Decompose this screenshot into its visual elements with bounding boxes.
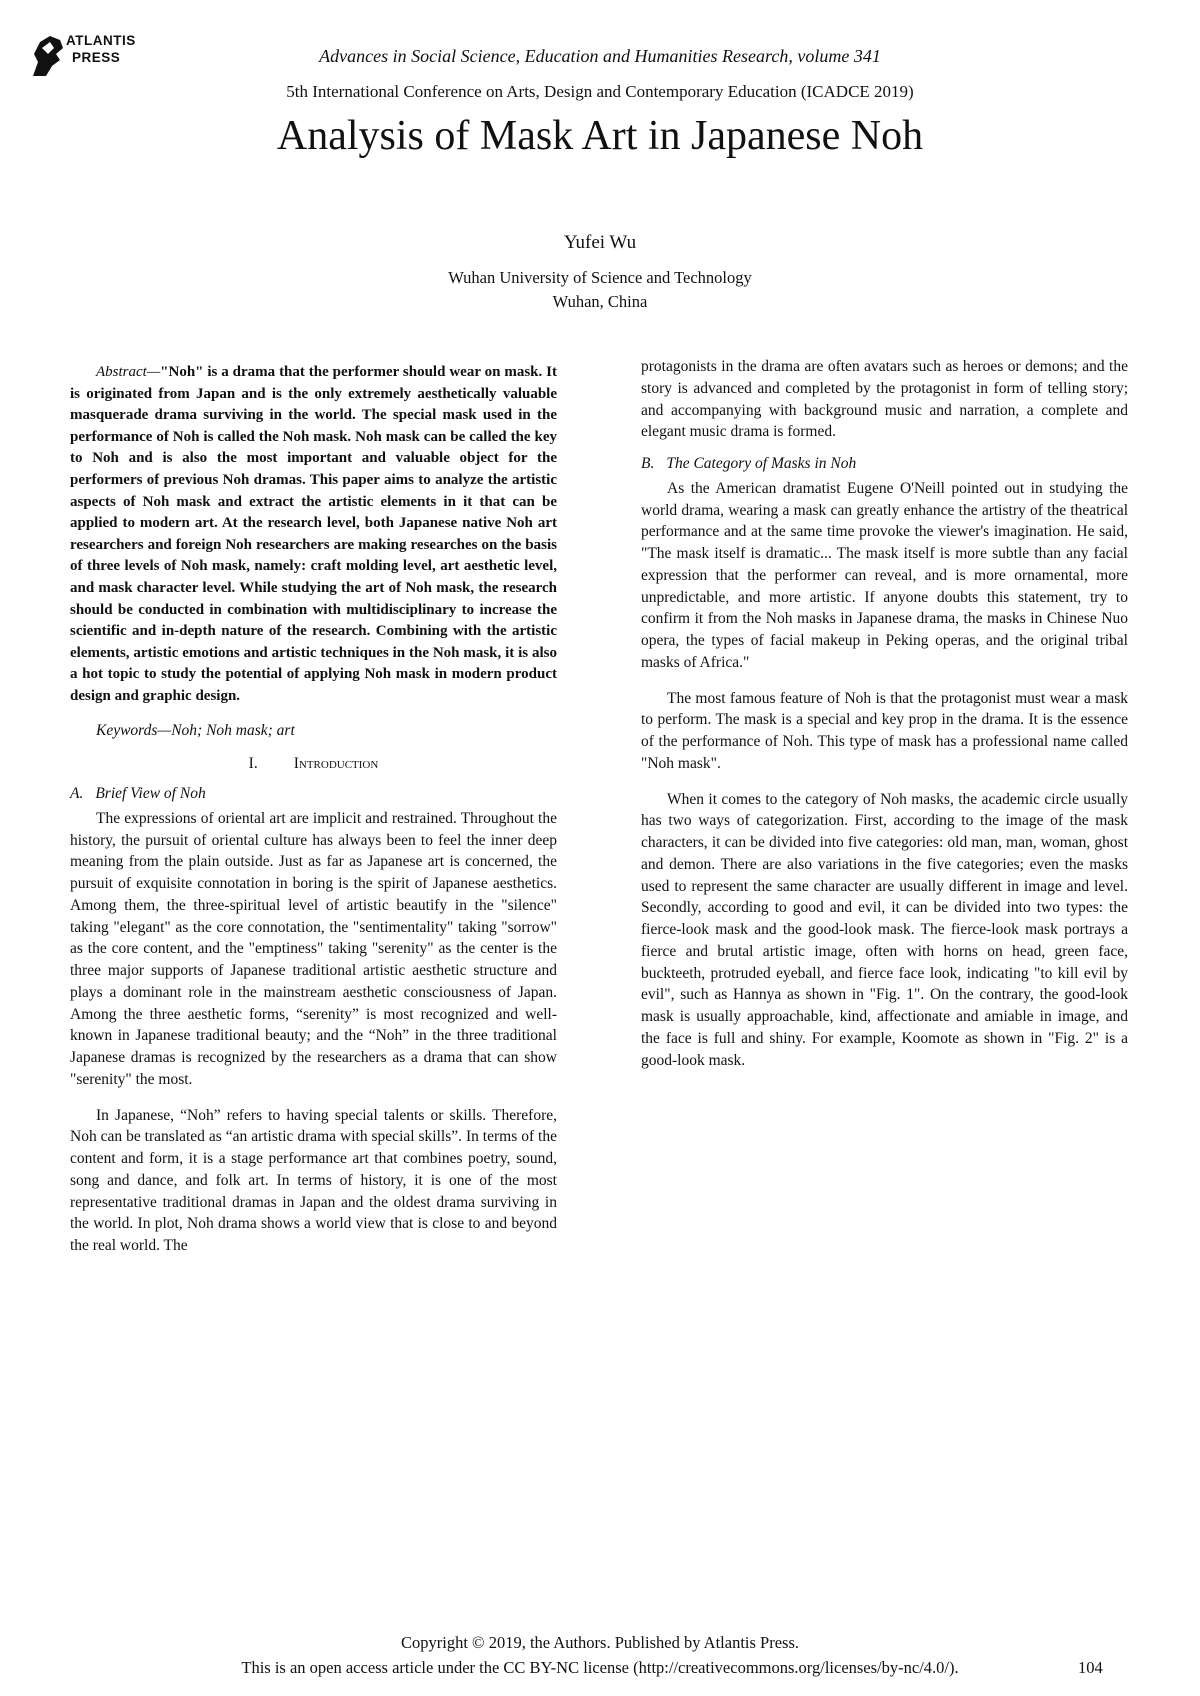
paragraph: The expressions of oriental art are implicit and restrained. Throughout the history, the pursuit of oriental culture has always been to feel the inner deep meaning from the plain outside. Just as far as Japanese art is concerned, the pursuit of exquisite connotation in boring is the spirit of Japanese aesthetics. Among them, the three-spiritual level of artistic beautify in the "silence" taking "elegant" as the core connotation, the "sentimentality" taking "sorrow" as the core content, and the "emptiness" taking "serenity" as the center is the three major supports of Japanese traditional artistic aesthetic structure and plays a dominant role in the mainstream aesthetic consciousness of Japan. Among the three aesthetic forms, “serenity” is most recognized and well-known in Japanese traditional beauty; and the “Noh” in the three traditional Japanese dramas is recognized by the researchers as a drama that can show "serenity" the most. — [70, 809, 557, 1088]
affiliation-line-1: Wuhan University of Science and Technology — [448, 268, 752, 287]
subsection-letter-a: A. — [70, 785, 84, 802]
subsection-title-b: The Category of Masks in Noh — [666, 455, 857, 472]
right-column — [641, 356, 1128, 1071]
logo-line-1: ATLANTIS — [66, 33, 136, 48]
subsection-heading-b — [641, 453, 1128, 475]
journal-title: Advances in Social Science, Education and Humanities Research, volume 341 — [319, 46, 881, 66]
conference-title: 5th International Conference on Arts, Design and Contemporary Education (ICADCE 2019) — [286, 82, 914, 101]
left-column — [70, 362, 557, 1257]
copyright-notice: Copyright © 2019, the Authors. Published by Atlantis Press. — [400, 1633, 799, 1652]
abstract — [70, 362, 557, 708]
license-notice: This is an open access article under the CC BY-NC license (http://creativecommons.org/licenses/by-nc/4.0/). — [241, 1658, 959, 1677]
abstract-lead: Abstract— — [96, 364, 161, 380]
subsection-letter-b: B. — [641, 455, 655, 472]
abstract-text: "Noh" is a drama that the performer should wear on mask. It is originated from Japan and is the only extremely aesthetically valuable masquerade drama surviving in the world. The special mask used in the performance of Noh is called the Noh mask. Noh mask can be called the key to Noh and is also the most important and valuable object for the performers of previous Noh dramas. This paper aims to analyze the artistic aspects of Noh mask and extract the artistic elements in it that can be applied to modern art. At the research level, both Japanese native Noh art researchers and foreign Noh researchers are making researches on the basis of three levels of Noh mask, namely: craft molding level, art aesthetic level, and mask character level. While studying the art of Noh mask, the research should be conducted in combination with multidisciplinary to increase the scientific and in-depth nature of the research. Combining with the artistic elements, artistic emotions and artistic techniques in the Noh mask, it is also a hot topic to study the potential of applying Noh mask in modern product design and graphic design. — [70, 364, 557, 704]
keywords: Keywords—Noh; Noh mask; art — [96, 721, 295, 739]
logo-line-2: PRESS — [72, 50, 121, 65]
paragraph: As the American dramatist Eugene O'Neill pointed out in studying the world drama, wearing a mask can greatly enhance the artistry of the theatrical performance and at the same time provoke the viewer's imagination. He said, "The mask itself is dramatic... The mask itself is more subtle than any facial expression that the performer can reveal, and is more ornamental, more unpredictable, and more artistic. If anyone doubts this statement, try to confirm it from the Noh masks in Japanese drama, the masks in Chinese Nuo opera, the types of facial makeup in Peking operas, and the original tribal masks of Africa." — [641, 479, 1128, 671]
author-name: Yufei Wu — [563, 232, 637, 253]
paragraph-continued: protagonists in the drama are often avatars such as heroes or demons; and the story is advanced and completed by the protagonist in form of telling story; and accompanying with background music and narration, a complete and elegant music drama is formed. — [641, 358, 1128, 441]
paragraph: In Japanese, “Noh” refers to having special talents or skills. Therefore, Noh can be translated as “an artistic drama with special skills”. In terms of the content and form, it is a stage performance art that combines poetry, sound, song and dance, and folk art. In terms of history, it is one of the most representative traditional dramas in Japan and the oldest drama surviving in the world. In plot, Noh drama shows a world view that is close to and beyond the real world. The — [70, 1106, 557, 1254]
affiliation-line-2: Wuhan, China — [552, 292, 648, 311]
section-heading — [70, 753, 557, 775]
paragraph: The most famous feature of Noh is that the protagonist must wear a mask to perform. The mask is a special and key prop in the drama. It is the essence of the performance of Noh. This type of mask has a professional name called "Noh mask". — [641, 689, 1128, 772]
publisher-logo — [30, 28, 150, 88]
paper-title: Analysis of Mask Art in Japanese Noh — [276, 113, 924, 159]
section-title: Introduction — [293, 755, 379, 773]
atlantis-press-logo-icon — [30, 32, 66, 78]
subsection-title-a: Brief View of Noh — [95, 785, 206, 802]
section-number: I. — [248, 755, 258, 773]
subsection-heading-a — [70, 783, 557, 805]
page-number: 104 — [1078, 1658, 1103, 1677]
paragraph: When it comes to the category of Noh masks, the academic circle usually has two ways of categorization. First, according to the image of the mask characters, it can be divided into five categories: old man, man, woman, ghost and demon. There are also variations in the five categories; even the masks used to represent the same character are usually different in image and level. Secondly, according to good and evil, it can be divided into two types: the fierce-look mask and the good-look mask. The fierce-look mask portrays a fierce and brutal artistic image, often with horns on head, green face, buckteeth, protruded eyeball, and fierce face look, indicating "to kill evil by evil", such as Hannya as shown in "Fig. 1". On the contrary, the good-look mask is usually approachable, kind, affectionate and amiable in image, and the face is full and shiny. For example, Koomote as shown in "Fig. 2" is a good-look mask. — [641, 790, 1128, 1069]
